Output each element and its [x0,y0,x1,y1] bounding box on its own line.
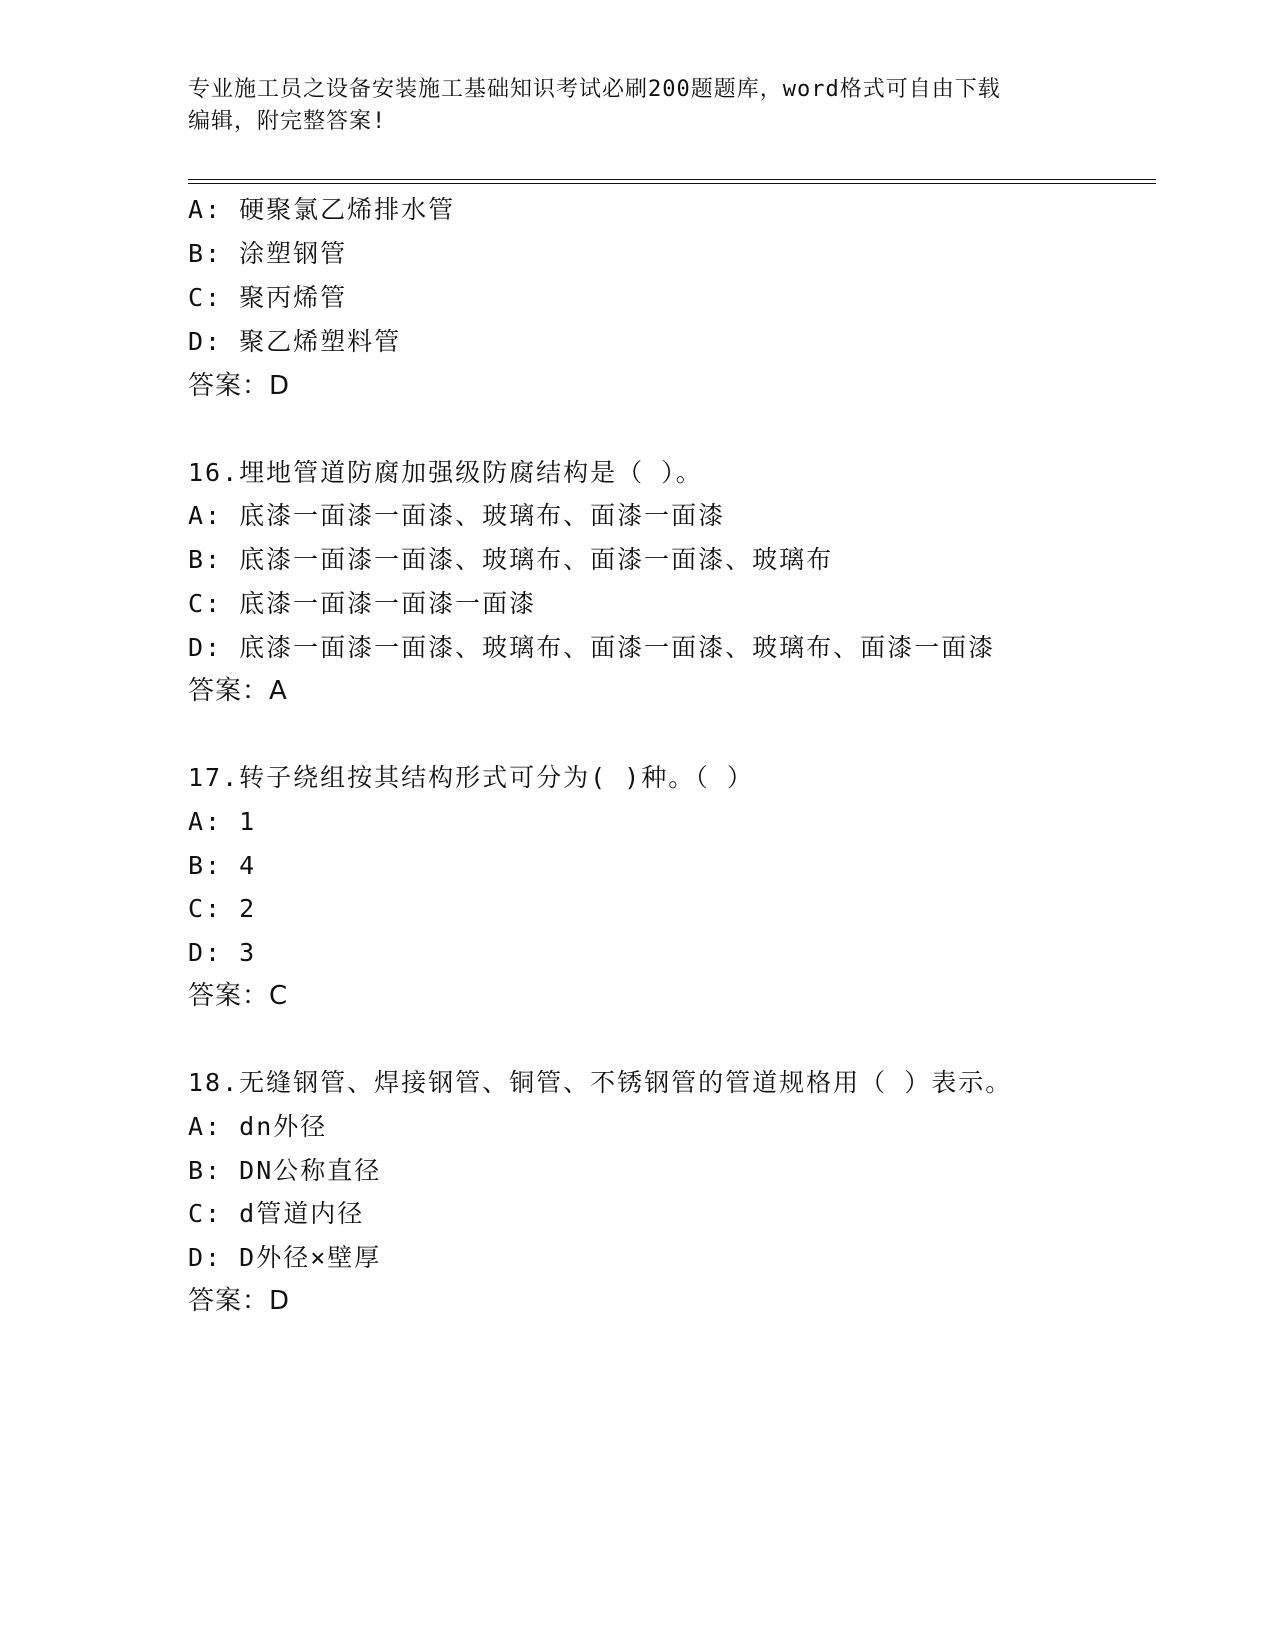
q16-option-d: D: 底漆一面漆一面漆、玻璃布、面漆一面漆、玻璃布、面漆一面漆 [188,633,996,662]
q16-option-b: B: 底漆一面漆一面漆、玻璃布、面漆一面漆、玻璃布 [188,545,834,574]
q15-option-a: A: 硬聚氯乙烯排水管 [188,195,456,224]
q17-option-d: D: 3 [188,938,257,967]
q17-option-c: C: 2 [188,894,257,923]
q17-question: 17.转子绕组按其结构形式可分为( )种。（ ） [188,763,754,792]
q15-option-c: C: 聚丙烯管 [188,283,348,312]
header-title-line1: 专业施工员之设备安装施工基础知识考试必刷200题题库，word格式可自由下载 [188,77,1001,102]
q15-answer: 答案：D [188,371,291,401]
q18-answer: 答案：D [188,1286,291,1316]
q16-question: 16.埋地管道防腐加强级防腐结构是（ ）。 [188,458,703,487]
q16-option-c: C: 底漆一面漆一面漆一面漆 [188,589,537,618]
header-title-line2: 编辑，附完整答案! [188,109,387,134]
q16-option-a: A: 底漆一面漆一面漆、玻璃布、面漆一面漆 [188,501,726,530]
q18-option-d: D: D外径×壁厚 [188,1243,382,1272]
document-header [188,74,1088,138]
header-divider-bottom [188,183,1156,184]
q18-option-a: A: dn外径 [188,1112,328,1141]
q18-option-c: C: d管道内径 [188,1199,365,1228]
q18-question: 18.无缝钢管、焊接钢管、铜管、不锈钢管的管道规格用（ ）表示。 [188,1068,1013,1097]
q17-answer: 答案：C [188,981,289,1011]
q15-option-b: B: 涂塑钢管 [188,239,348,268]
q16-answer: 答案：A [188,676,288,706]
q18-option-b: B: DN公称直径 [188,1156,382,1185]
q15-option-d: D: 聚乙烯塑料管 [188,327,402,356]
header-divider-top [188,179,1156,180]
q17-option-a: A: 1 [188,807,257,836]
q17-option-b: B: 4 [188,851,257,880]
